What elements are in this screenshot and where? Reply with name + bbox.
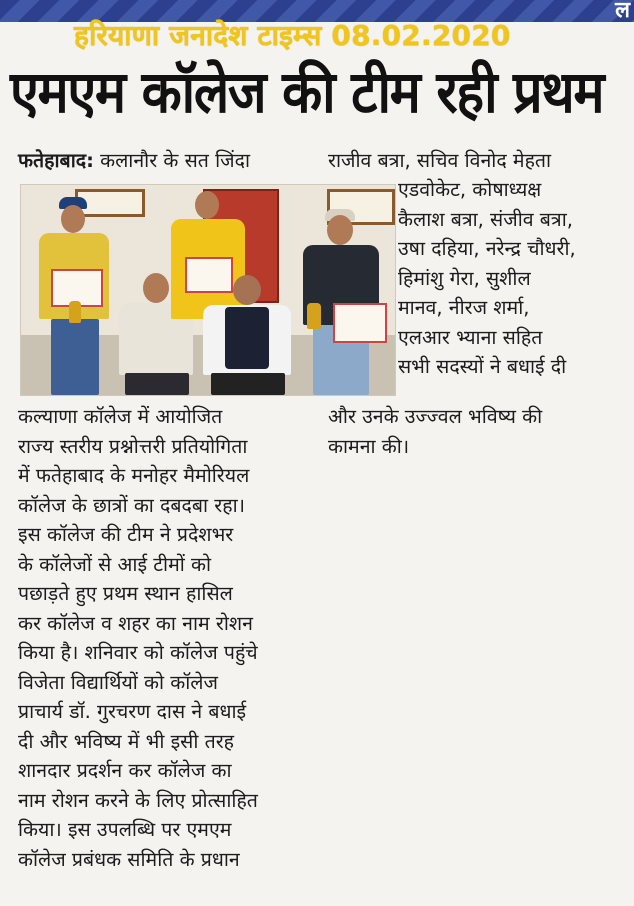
- body-line: हिमांशु गेरा, सुशील: [398, 266, 531, 290]
- body-line: कॉलेज के छात्रों का दबदबा रहा।: [18, 493, 246, 517]
- news-photo: [20, 184, 396, 396]
- body-line: एडवोकेट, कोषाध्यक्ष: [398, 178, 542, 201]
- body-line: विजेता विद्यार्थियों को कॉलेज: [18, 670, 218, 694]
- body-line: किया। इस उपलब्धि पर एमएम: [18, 818, 232, 841]
- body-line: पछाड़ते हुए प्रथम स्थान हासिल: [18, 582, 233, 605]
- body-line: उषा दहिया, नरेन्द्र चौधरी,: [398, 237, 576, 260]
- body-line: में फतेहाबाद के मनोहर मैमोरियल: [18, 464, 250, 487]
- dateline: फतेहाबाद:: [18, 149, 94, 172]
- column-2-tail: [328, 402, 628, 461]
- body-line: दी और भविष्य में भी इसी तरह: [18, 729, 235, 753]
- body-line: और उनके उज्ज्वल भविष्य की: [328, 405, 543, 428]
- body-line: एलआर भ्याना सहित: [398, 325, 543, 349]
- corner-mark: ल: [615, 0, 630, 23]
- body-line: प्राचार्य डॉ. गुरचरण दास ने बधाई: [18, 700, 247, 723]
- column-1-body: [18, 402, 316, 874]
- intro-text: कलानौर के सत जिंदा: [93, 149, 250, 172]
- body-line: कैलाश बत्रा, संजीव बत्रा,: [398, 207, 573, 231]
- headline: एमएम कॉलेज की टीम रही प्रथम: [10, 58, 604, 126]
- newspaper-date-stamp: हरियाणा जनादेश टाइम्स 08.02.2020: [74, 19, 511, 52]
- body-line: शानदार प्रदर्शन कर कॉलेज का: [18, 759, 232, 782]
- body-line: कर कॉलेज व शहर का नाम रोशन: [18, 611, 253, 635]
- body-line: इस कॉलेज की टीम ने प्रदेशभर: [18, 523, 234, 546]
- body-line: कल्याणा कॉलेज में आयोजित: [18, 405, 223, 428]
- body-line: कॉलेज प्रबंधक समिति के प्रधान: [18, 847, 240, 871]
- body-line: मानव, नीरज शर्मा,: [398, 296, 530, 319]
- body-line: के कॉलेजों से आई टीमों को: [18, 552, 212, 576]
- column-2-body: [398, 175, 628, 382]
- column-1-intro: [18, 146, 316, 176]
- column-2-first-line: राजीव बत्रा, सचिव विनोद मेहता: [328, 149, 552, 172]
- body-line: राज्य स्तरीय प्रश्नोत्तरी प्रतियोगिता: [18, 434, 248, 458]
- body-line: कामना की।: [328, 434, 410, 458]
- body-line: सभी सदस्यों ने बधाई दी: [398, 355, 567, 378]
- body-line: किया है। शनिवार को कॉलेज पहुंचे: [18, 641, 258, 664]
- body-line: नाम रोशन करने के लिए प्रोत्साहित: [18, 788, 258, 812]
